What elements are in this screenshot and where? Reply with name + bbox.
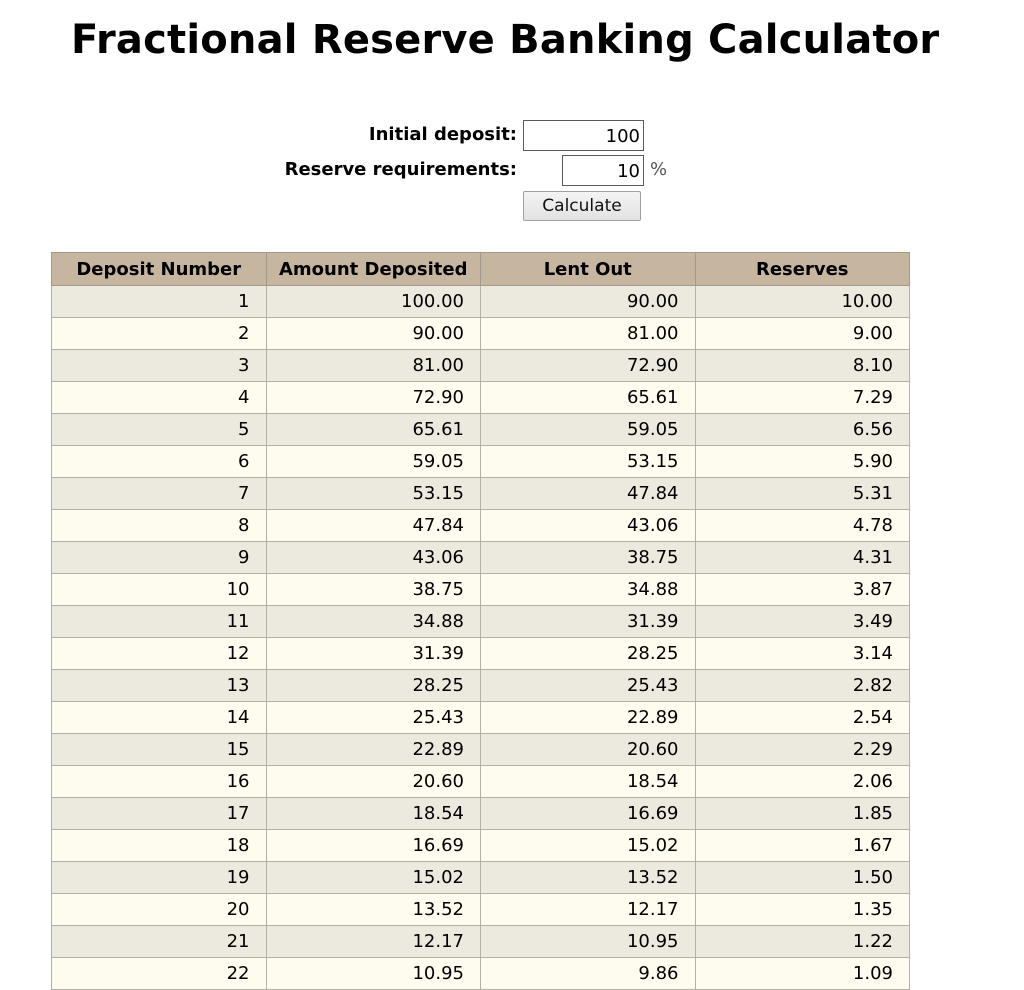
reserve-requirement-row: [0, 155, 1024, 187]
reserves-cell: 2.54: [695, 702, 910, 734]
table-row: [52, 574, 910, 606]
reserves-cell: 2.82: [695, 670, 910, 702]
amount-deposited-cell: 90.00: [266, 318, 481, 350]
amount-deposited-cell: 100.00: [266, 286, 481, 318]
amount-deposited-cell: 25.43: [266, 702, 481, 734]
column-header-deposit-number: Deposit Number: [52, 253, 267, 286]
table-header-row: [52, 253, 910, 286]
deposit-number-cell: 20: [52, 894, 267, 926]
lent-out-cell: 31.39: [481, 606, 696, 638]
lent-out-cell: 15.02: [481, 830, 696, 862]
column-header-lent-out: Lent Out: [481, 253, 696, 286]
reserves-cell: 4.78: [695, 510, 910, 542]
lent-out-cell: 20.60: [481, 734, 696, 766]
table-row: [52, 638, 910, 670]
column-header-amount-deposited: Amount Deposited: [266, 253, 481, 286]
reserves-cell: 3.49: [695, 606, 910, 638]
amount-deposited-cell: 31.39: [266, 638, 481, 670]
lent-out-cell: 12.17: [481, 894, 696, 926]
lent-out-cell: 9.86: [481, 958, 696, 990]
amount-deposited-cell: 15.02: [266, 862, 481, 894]
table-row: [52, 478, 910, 510]
table-row: [52, 414, 910, 446]
table-row: [52, 510, 910, 542]
deposit-number-cell: 21: [52, 926, 267, 958]
lent-out-cell: 22.89: [481, 702, 696, 734]
reserves-cell: 7.29: [695, 382, 910, 414]
table-row: [52, 734, 910, 766]
deposit-number-cell: 8: [52, 510, 267, 542]
table-row: [52, 446, 910, 478]
reserve-requirement-label: Reserve requirements:: [284, 159, 517, 180]
table-row: [52, 798, 910, 830]
page-title: Fractional Reserve Banking Calculator: [71, 17, 940, 63]
lent-out-cell: 18.54: [481, 766, 696, 798]
deposit-number-cell: 7: [52, 478, 267, 510]
lent-out-cell: 81.00: [481, 318, 696, 350]
table-row: [52, 382, 910, 414]
deposit-number-cell: 4: [52, 382, 267, 414]
reserves-cell: 5.90: [695, 446, 910, 478]
deposit-number-cell: 1: [52, 286, 267, 318]
amount-deposited-cell: 34.88: [266, 606, 481, 638]
reserves-cell: 4.31: [695, 542, 910, 574]
table-row: [52, 702, 910, 734]
lent-out-cell: 38.75: [481, 542, 696, 574]
reserves-cell: 2.06: [695, 766, 910, 798]
reserves-cell: 1.50: [695, 862, 910, 894]
deposit-number-cell: 13: [52, 670, 267, 702]
calculate-button[interactable]: Calculate: [523, 191, 641, 221]
initial-deposit-input[interactable]: [523, 120, 644, 151]
reserves-cell: 5.31: [695, 478, 910, 510]
deposit-number-cell: 3: [52, 350, 267, 382]
lent-out-cell: 16.69: [481, 798, 696, 830]
reserves-cell: 9.00: [695, 318, 910, 350]
amount-deposited-cell: 18.54: [266, 798, 481, 830]
amount-deposited-cell: 12.17: [266, 926, 481, 958]
table-row: [52, 350, 910, 382]
reserves-cell: 1.22: [695, 926, 910, 958]
reserves-cell: 1.35: [695, 894, 910, 926]
lent-out-cell: 65.61: [481, 382, 696, 414]
lent-out-cell: 90.00: [481, 286, 696, 318]
lent-out-cell: 47.84: [481, 478, 696, 510]
deposit-number-cell: 22: [52, 958, 267, 990]
lent-out-cell: 43.06: [481, 510, 696, 542]
lent-out-cell: 13.52: [481, 862, 696, 894]
results-table: [51, 252, 910, 990]
lent-out-cell: 10.95: [481, 926, 696, 958]
amount-deposited-cell: 16.69: [266, 830, 481, 862]
lent-out-cell: 53.15: [481, 446, 696, 478]
deposit-number-cell: 16: [52, 766, 267, 798]
table-row: [52, 766, 910, 798]
deposit-number-cell: 17: [52, 798, 267, 830]
amount-deposited-cell: 43.06: [266, 542, 481, 574]
deposit-number-cell: 9: [52, 542, 267, 574]
results-body: [52, 286, 910, 990]
reserves-cell: 1.67: [695, 830, 910, 862]
percent-unit: %: [650, 159, 668, 180]
reserves-cell: 6.56: [695, 414, 910, 446]
deposit-number-cell: 18: [52, 830, 267, 862]
reserve-requirement-input[interactable]: [562, 155, 644, 186]
deposit-number-cell: 11: [52, 606, 267, 638]
amount-deposited-cell: 47.84: [266, 510, 481, 542]
lent-out-cell: 72.90: [481, 350, 696, 382]
amount-deposited-cell: 65.61: [266, 414, 481, 446]
amount-deposited-cell: 38.75: [266, 574, 481, 606]
reserves-cell: 3.87: [695, 574, 910, 606]
table-row: [52, 318, 910, 350]
lent-out-cell: 34.88: [481, 574, 696, 606]
initial-deposit-row: [0, 120, 1024, 152]
table-row: [52, 670, 910, 702]
deposit-number-cell: 14: [52, 702, 267, 734]
table-row: [52, 286, 910, 318]
reserves-cell: 8.10: [695, 350, 910, 382]
amount-deposited-cell: 10.95: [266, 958, 481, 990]
amount-deposited-cell: 53.15: [266, 478, 481, 510]
lent-out-cell: 28.25: [481, 638, 696, 670]
amount-deposited-cell: 28.25: [266, 670, 481, 702]
column-header-reserves: Reserves: [695, 253, 910, 286]
deposit-number-cell: 10: [52, 574, 267, 606]
amount-deposited-cell: 81.00: [266, 350, 481, 382]
reserves-cell: 1.09: [695, 958, 910, 990]
amount-deposited-cell: 13.52: [266, 894, 481, 926]
table-row: [52, 894, 910, 926]
deposit-number-cell: 6: [52, 446, 267, 478]
reserves-cell: 2.29: [695, 734, 910, 766]
initial-deposit-label: Initial deposit:: [368, 124, 517, 145]
amount-deposited-cell: 59.05: [266, 446, 481, 478]
table-row: [52, 606, 910, 638]
deposit-number-cell: 15: [52, 734, 267, 766]
amount-deposited-cell: 20.60: [266, 766, 481, 798]
deposit-number-cell: 5: [52, 414, 267, 446]
deposit-number-cell: 12: [52, 638, 267, 670]
reserves-cell: 10.00: [695, 286, 910, 318]
lent-out-cell: 59.05: [481, 414, 696, 446]
reserves-cell: 3.14: [695, 638, 910, 670]
deposit-number-cell: 19: [52, 862, 267, 894]
deposit-number-cell: 2: [52, 318, 267, 350]
table-row: [52, 958, 910, 990]
amount-deposited-cell: 22.89: [266, 734, 481, 766]
table-row: [52, 830, 910, 862]
table-row: [52, 926, 910, 958]
table-row: [52, 862, 910, 894]
lent-out-cell: 25.43: [481, 670, 696, 702]
reserves-cell: 1.85: [695, 798, 910, 830]
amount-deposited-cell: 72.90: [266, 382, 481, 414]
table-row: [52, 542, 910, 574]
